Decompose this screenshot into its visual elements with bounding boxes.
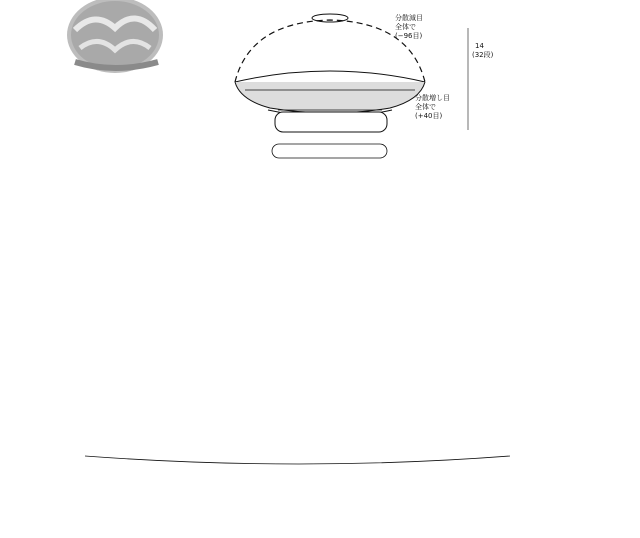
inc-note: 分散増し目全体で(+40目) — [415, 94, 450, 120]
hat-shape-diagram — [235, 13, 494, 158]
rows-crown: 14 (32段) — [472, 42, 494, 59]
hat-photo — [67, 0, 163, 73]
crown-note: 分散減目全体で(−96目) — [395, 14, 423, 40]
